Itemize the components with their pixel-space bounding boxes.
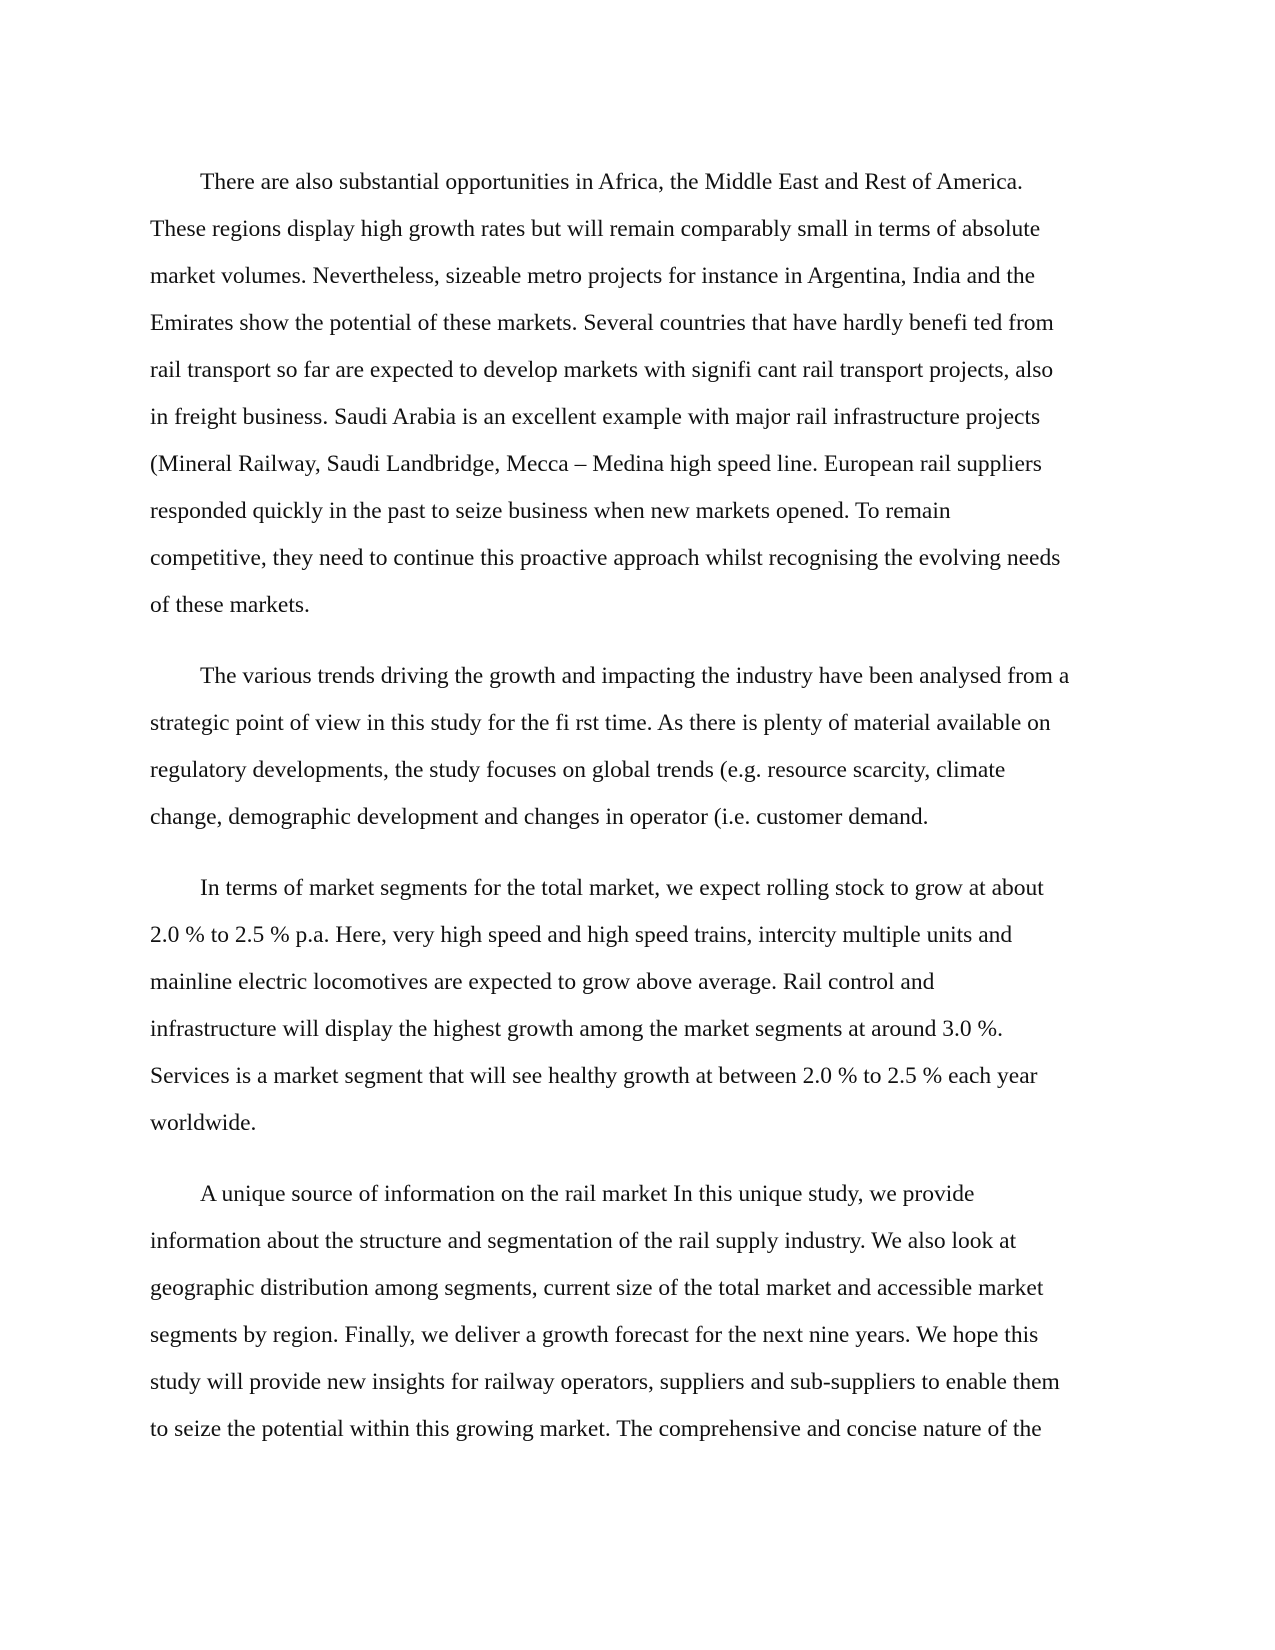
text-line: A unique source of information on the rail market In this unique study, we provide bbox=[200, 1181, 975, 1207]
text-line: These regions display high growth rates but will remain comparably small in terms of absolute bbox=[150, 216, 1041, 242]
paragraph-opportunities bbox=[150, 159, 1130, 629]
text-line: mainline electric locomotives are expected to grow above average. Rail control and bbox=[150, 969, 935, 995]
text-line: segments by region. Finally, we deliver a growth forecast for the next nine years. We hope this bbox=[150, 1322, 1039, 1348]
text-line: worldwide. bbox=[150, 1110, 257, 1136]
text-line: in freight business. Saudi Arabia is an excellent example with major rail infrastructure projects bbox=[150, 404, 1041, 430]
text-line: strategic point of view in this study for the fi rst time. As there is plenty of material available on bbox=[150, 710, 1051, 736]
text-line: (Mineral Railway, Saudi Landbridge, Mecca – Medina high speed line. European rail suppliers bbox=[150, 451, 1042, 477]
text-line: competitive, they need to continue this proactive approach whilst recognising the evolving needs bbox=[150, 545, 1061, 571]
text-line: geographic distribution among segments, current size of the total market and accessible market bbox=[150, 1275, 1044, 1301]
text-line: The various trends driving the growth and impacting the industry have been analysed from a bbox=[200, 663, 1070, 689]
text-line: Emirates show the potential of these markets. Several countries that have hardly benefi ted from bbox=[150, 310, 1054, 336]
text-line: In terms of market segments for the total market, we expect rolling stock to grow at about bbox=[200, 875, 1044, 901]
text-line: infrastructure will display the highest growth among the market segments at around 3.0 %. bbox=[150, 1016, 1003, 1042]
text-line: of these markets. bbox=[150, 592, 310, 618]
body-text bbox=[150, 159, 1130, 1453]
text-line: market volumes. Nevertheless, sizeable metro projects for instance in Argentina, India and the bbox=[150, 263, 1036, 289]
paragraph-market-segments bbox=[150, 865, 1130, 1147]
text-line: rail transport so far are expected to develop markets with signifi cant rail transport projects, also bbox=[150, 357, 1054, 383]
paragraph-trends bbox=[150, 653, 1130, 841]
text-line: There are also substantial opportunities in Africa, the Middle East and Rest of America. bbox=[200, 169, 1023, 195]
text-line: study will provide new insights for railway operators, suppliers and sub-suppliers to enable them bbox=[150, 1369, 1060, 1395]
text-line: regulatory developments, the study focuses on global trends (e.g. resource scarcity, climate bbox=[150, 757, 1006, 783]
text-line: change, demographic development and changes in operator (i.e. customer demand. bbox=[150, 804, 929, 830]
text-line: to seize the potential within this growing market. The comprehensive and concise nature of the bbox=[150, 1416, 1042, 1442]
text-line: 2.0 % to 2.5 % p.a. Here, very high speed and high speed trains, intercity multiple units and bbox=[150, 922, 1013, 948]
text-line: responded quickly in the past to seize business when new markets opened. To remain bbox=[150, 498, 951, 524]
paragraph-unique-source bbox=[150, 1171, 1130, 1453]
text-line: information about the structure and segmentation of the rail supply industry. We also look at bbox=[150, 1228, 1017, 1254]
text-line: Services is a market segment that will see healthy growth at between 2.0 % to 2.5 % each year bbox=[150, 1063, 1038, 1089]
